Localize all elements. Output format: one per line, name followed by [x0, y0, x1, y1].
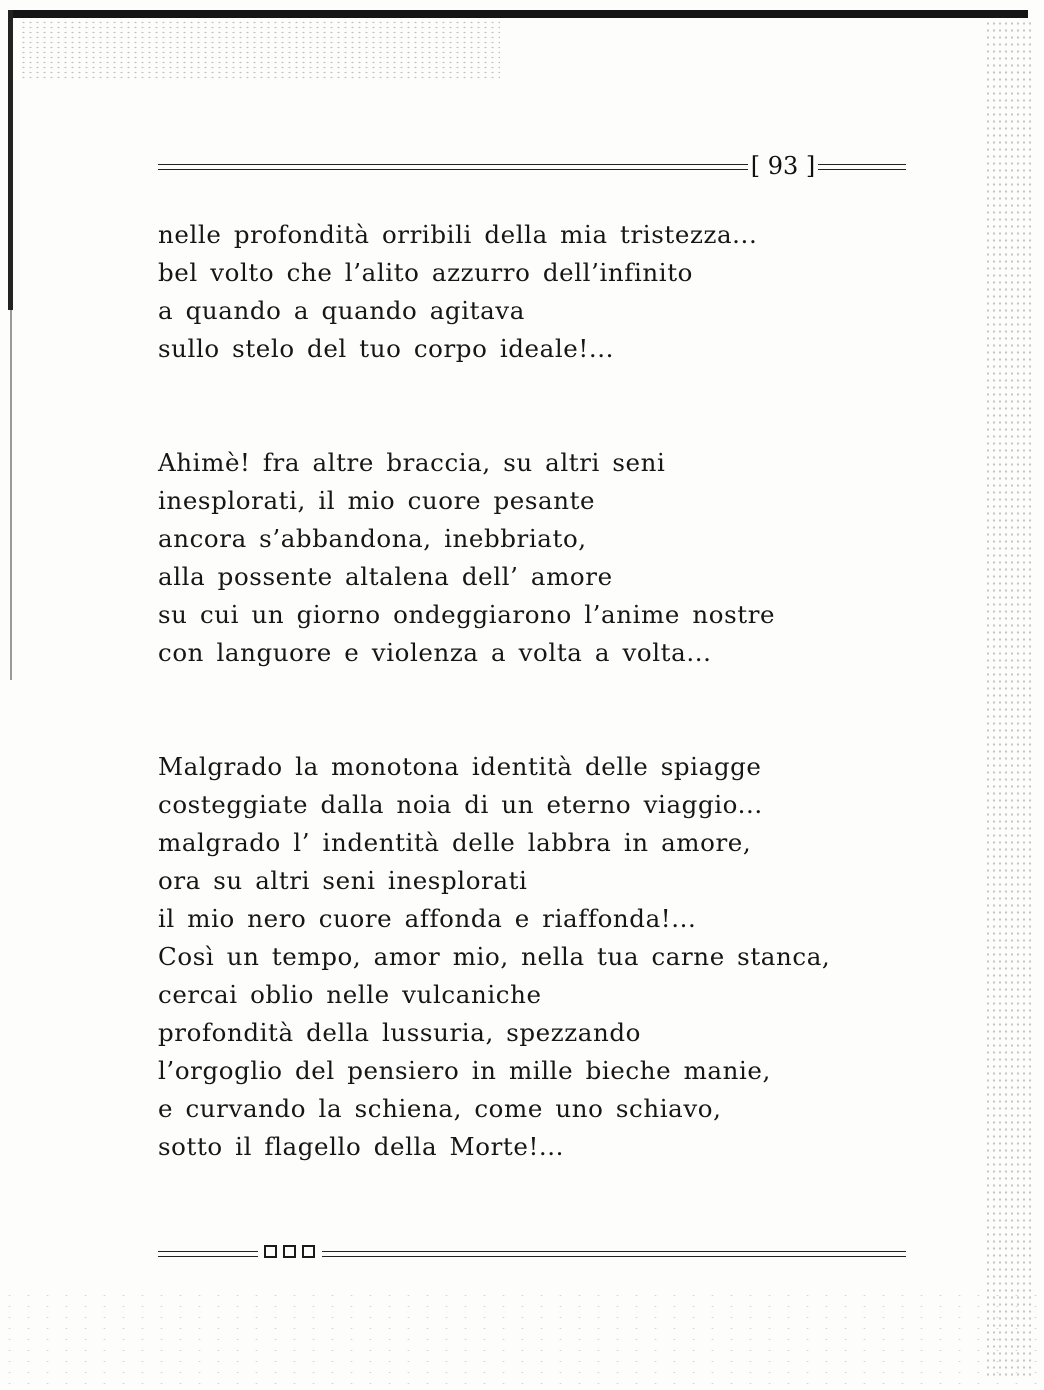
scan-noise-right [985, 20, 1035, 1380]
page-number: [ 93 ] [750, 152, 816, 180]
square-icon [264, 1245, 277, 1258]
square-ornament-icon [262, 1245, 320, 1261]
verse-line: sullo stelo del tuo corpo ideale!... [158, 334, 614, 363]
verse-line: sotto il flagello della Morte!... [158, 1132, 565, 1161]
verse-line: il mio nero cuore affonda e riaffonda!... [158, 904, 697, 933]
footer-rule-right [322, 1251, 906, 1257]
page-header [158, 150, 906, 182]
verse-line: Ahimè! fra altre braccia, su altri seni [158, 448, 666, 477]
verse-line: nelle profondità orribili della mia tristezza... [158, 220, 758, 249]
footer-rule-left [158, 1251, 258, 1257]
scan-noise-top [20, 20, 500, 80]
scan-noise-bottom [0, 1290, 1044, 1390]
scan-border-top [8, 10, 1028, 18]
stanza-3 [158, 748, 830, 1166]
square-icon [302, 1245, 315, 1258]
verse-line: ancora s’abbandona, inebbriato, [158, 524, 587, 553]
verse-line: costeggiate dalla noia di un eterno viaggio... [158, 790, 763, 819]
stanza-2 [158, 444, 775, 672]
scan-border-left-faint [10, 310, 12, 680]
verse-line: ora su altri seni inesplorati [158, 866, 528, 895]
verse-line: inesplorati, il mio cuore pesante [158, 486, 596, 515]
verse-line: Malgrado la monotona identità delle spiagge [158, 752, 762, 781]
verse-line: malgrado l’ indentità delle labbra in amore, [158, 828, 752, 857]
stanza-1 [158, 216, 757, 368]
verse-line: cercai oblio nelle vulcaniche [158, 980, 542, 1009]
verse-line: con languore e violenza a volta a volta... [158, 638, 712, 667]
header-rule-left [158, 164, 748, 170]
scan-border-left [8, 10, 13, 310]
verse-line: su cui un giorno ondeggiarono l’anime nostre [158, 600, 776, 629]
verse-line: l’orgoglio del pensiero in mille bieche manie, [158, 1056, 771, 1085]
header-rule-right [818, 164, 906, 170]
page-footer-ornament [158, 1243, 906, 1265]
verse-line: profondità della lussuria, spezzando [158, 1018, 642, 1047]
square-icon [283, 1245, 296, 1258]
verse-line: e curvando la schiena, come uno schiavo, [158, 1094, 722, 1123]
verse-line: a quando a quando agitava [158, 296, 525, 325]
verse-line: Così un tempo, amor mio, nella tua carne stanca, [158, 942, 831, 971]
verse-line: alla possente altalena dell’ amore [158, 562, 613, 591]
verse-line: bel volto che l’alito azzurro dell’infinito [158, 258, 694, 287]
